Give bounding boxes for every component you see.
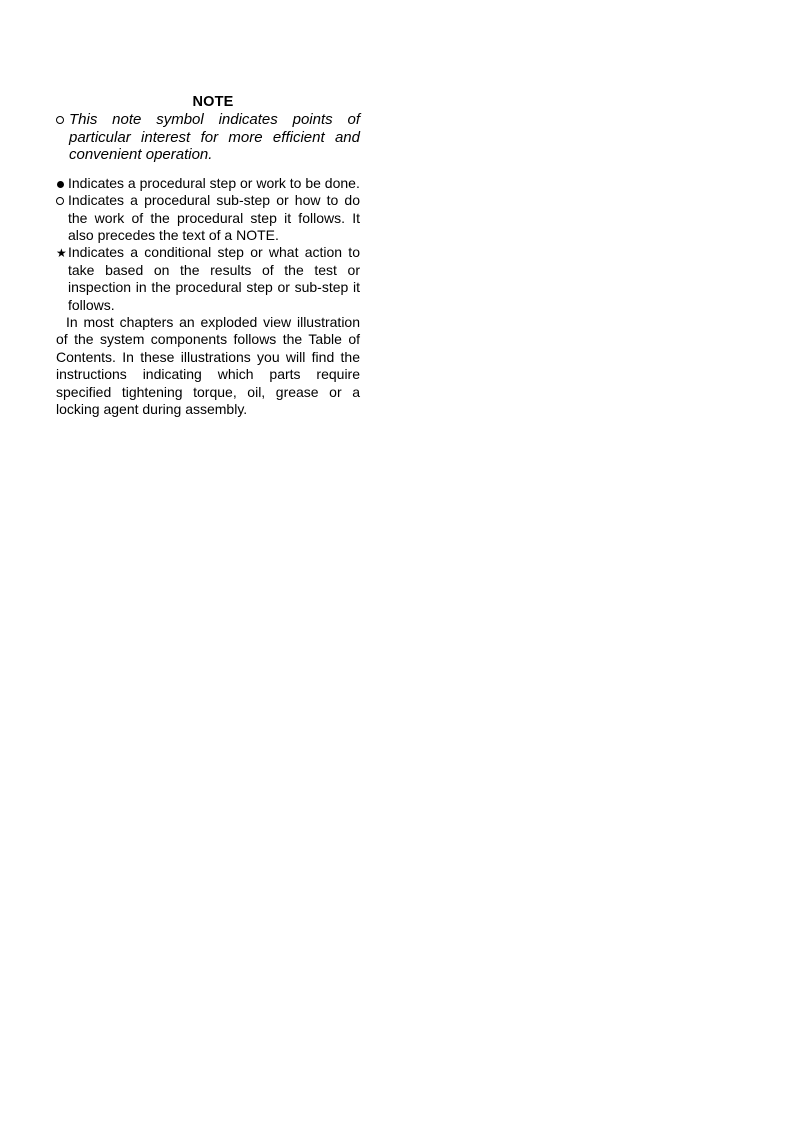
legend-item-text: Indicates a conditional step or what action to take based on the results of the test or inspection in the procedural step or sub-step it follows. [68,244,360,313]
text-column [56,94,360,418]
legend-item-text: Indicates a procedural sub-step or how to do the work of the procedural step it follows. It also precedes the text of a NOTE. [68,192,360,243]
open-circle-icon [56,111,64,129]
open-circle-icon [56,192,68,209]
filled-circle-icon [56,175,68,192]
star-icon: ★ [56,246,67,261]
note-text: This note symbol indicates points of particular interest for more efficient and convenient operation. [69,111,360,164]
note-text-block [56,111,360,164]
legend-item-conditional-step [56,244,360,314]
legend-item-sub-step [56,192,360,244]
legend-item-procedural-step [56,175,360,192]
note-heading: NOTE [192,94,234,110]
legend-item-text: Indicates a procedural step or work to be done. [68,174,360,191]
symbol-legend [56,175,360,314]
body-paragraph: In most chapters an exploded view illustration of the system components follows the Table of Contents. In these illustrations you will find the instructions indicating which parts require specified tightening torque, oil, grease or a locking agent during assembly. [56,314,360,418]
